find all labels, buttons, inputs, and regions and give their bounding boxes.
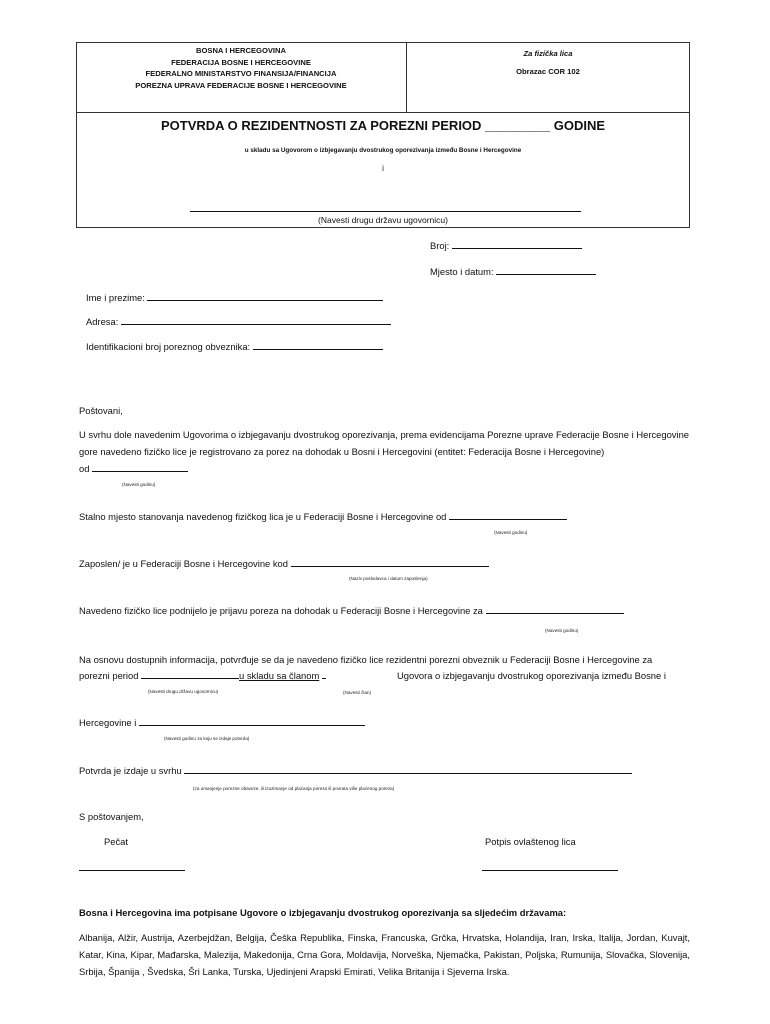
employer-text: Zaposlen/ je u Federaciji Bosne i Hercegovine kod: [79, 558, 288, 569]
hint-employer: (Naziv poslodavca i datum zaposlenja): [349, 576, 428, 581]
form-category: Za fizička lica: [523, 49, 573, 58]
country-field-line[interactable]: [190, 211, 581, 212]
period-label: porezni period: [79, 670, 139, 681]
issuer-line-3: FEDERALNO MINISTARSTVO FINANSIJA/FINANCIJA: [145, 69, 337, 79]
issuer-line-1: BOSNA I HERCEGOVINA: [195, 46, 286, 55]
document-title: POTVRDA O REZIDENTNOSTI ZA POREZNI PERIOD _________ GODINE: [160, 118, 606, 133]
issuer-line-4: POREZNA UPRAVA FEDERACIJE BOSNE I HERCEGOVINE: [135, 80, 347, 90]
od-field: [79, 463, 188, 474]
paragraph-5-text: Na osnovu dostupnih informacija, potvrđuje se da je navedeno fizičko lice rezidentni porezni obveznik u Federaciji Bosne i Hercegovine za: [79, 654, 653, 665]
hint-country-2: (Navesti drugu državu ugovornicu): [148, 689, 219, 694]
id-broj-label: Identifikacioni broj poreznog obveznika:: [86, 341, 251, 352]
hercegovine-line[interactable]: [139, 717, 365, 726]
mjesto-datum-line[interactable]: [496, 266, 596, 275]
article-label: u skladu sa članom: [239, 670, 320, 681]
header-divider: [76, 112, 690, 113]
greeting: Poštovani,: [79, 405, 123, 416]
adresa-line[interactable]: [121, 316, 391, 325]
hercegovine-field: [79, 717, 365, 728]
od-label: od: [79, 463, 90, 474]
countries-list: Albanija, Alžir, Austrija, Azerbejdžan, Belgija, Češka Republika, Finska, Francuska, Grčka, Hrvatska, Holandija, Iran, Irska, Italija, Jordan, Kuvajt, Katar, Kina, Kipar, Mađarska, Malezija, Makedonija, Crna Gora, Moldavija, Norveška, Njemačka, Pakistan, Poljska, Rumunija, Slovačka, Slovenija, Srbija, Španija , Švedska, Šri Lanka, Turska, Ujedinjeni Arapski Emirati, Velika Britanija i Sjeverna Irska.: [79, 932, 690, 977]
stamp-line[interactable]: [79, 870, 185, 871]
tax-return-text: Navedeno fizičko lice podnijelo je prijavu poreza na dohodak u Federaciji Bosne i Hercegovine za: [79, 605, 483, 616]
ime-field: [86, 292, 383, 303]
purpose-line[interactable]: [184, 765, 632, 774]
document-subtitle: u skladu sa Ugovorom o izbjegavanju dvostrukog oporezivanja između Bosne i Hercegovine: [244, 147, 522, 154]
tax-return-field: [79, 605, 624, 616]
hint-purpose: (za umanjenje porezne obaveze, ili izuzimanje od plaćanja poreza ili povrata više plaćenog poreza): [193, 786, 395, 791]
stamp-label: Pečat: [104, 836, 128, 847]
ugovora-text: Ugovora o izbjegavanju dvostrukog oporezivanja između Bosne i: [397, 670, 666, 681]
signature-line[interactable]: [482, 870, 618, 871]
employer-field: [79, 558, 489, 569]
adresa-field: [86, 316, 391, 327]
countries-heading: Bosna i Hercegovina ima potpisane Ugovore o izbjegavanju dvostrukog oporezivanja sa sljedećim državama:: [79, 907, 567, 918]
od-line[interactable]: [92, 463, 188, 472]
period-line[interactable]: [141, 670, 239, 679]
issuer-line-2: FEDERACIJA BOSNE I HERCEGOVINE: [171, 57, 311, 67]
adresa-label: Adresa:: [86, 316, 119, 327]
hint-year-2: (Navesti godinu): [494, 530, 528, 535]
period-field: [79, 670, 326, 681]
hint-year-3: (Navesti godinu): [545, 628, 579, 633]
broj-line[interactable]: [452, 240, 582, 249]
conjunction: i: [382, 164, 384, 173]
paragraph-5: [79, 651, 689, 668]
purpose-field: [79, 765, 632, 776]
hercegovine-label: Hercegovine i: [79, 717, 137, 728]
hint-article: (Navesti član): [343, 690, 372, 695]
broj-label: Broj:: [430, 240, 450, 251]
paragraph-1: [79, 426, 689, 460]
employer-line[interactable]: [291, 558, 489, 567]
hint-year-4: (Navesti godinu za koju se izdaje potvrda): [164, 736, 250, 741]
mjesto-datum-label: Mjesto i datum:: [430, 266, 494, 277]
closing: S poštovanjem,: [79, 811, 144, 822]
ime-line[interactable]: [147, 292, 383, 301]
tax-return-line[interactable]: [486, 605, 624, 614]
form-number: Obrazac COR 102: [516, 67, 580, 76]
id-broj-field: [86, 341, 383, 352]
residence-field: [79, 511, 567, 522]
signature-label: Potpis ovlaštenog lica: [485, 836, 576, 847]
residence-line[interactable]: [449, 511, 567, 520]
id-broj-line[interactable]: [253, 341, 383, 350]
article-line[interactable]: [322, 670, 326, 679]
ime-label: Ime i prezime:: [86, 292, 145, 303]
residence-text: Stalno mjesto stanovanja navedenog fizičkog lica je u Federaciji Bosne i Hercegovine od: [79, 511, 447, 522]
paragraph-1-text: U svrhu dole navedenim Ugovorima o izbjegavanju dvostrukog oporezivanja, prema evidencijama Porezne uprave Federacije Bosne i Hercegovine gore navedeno fizičko lice je registrovano za porez na dohodak u Bosni i Hercegovini (entitet: Federacija Bosne i Hercegovine): [79, 429, 689, 457]
country-hint: (Navesti drugu državu ugovornicu): [318, 215, 448, 225]
mjesto-datum-field: [430, 266, 596, 277]
issuer-block: [76, 45, 406, 91]
hint-year-1: (Navesti godinu): [122, 482, 156, 487]
broj-field: [430, 240, 582, 251]
purpose-label: Potvrda je izdaje u svrhu: [79, 765, 182, 776]
